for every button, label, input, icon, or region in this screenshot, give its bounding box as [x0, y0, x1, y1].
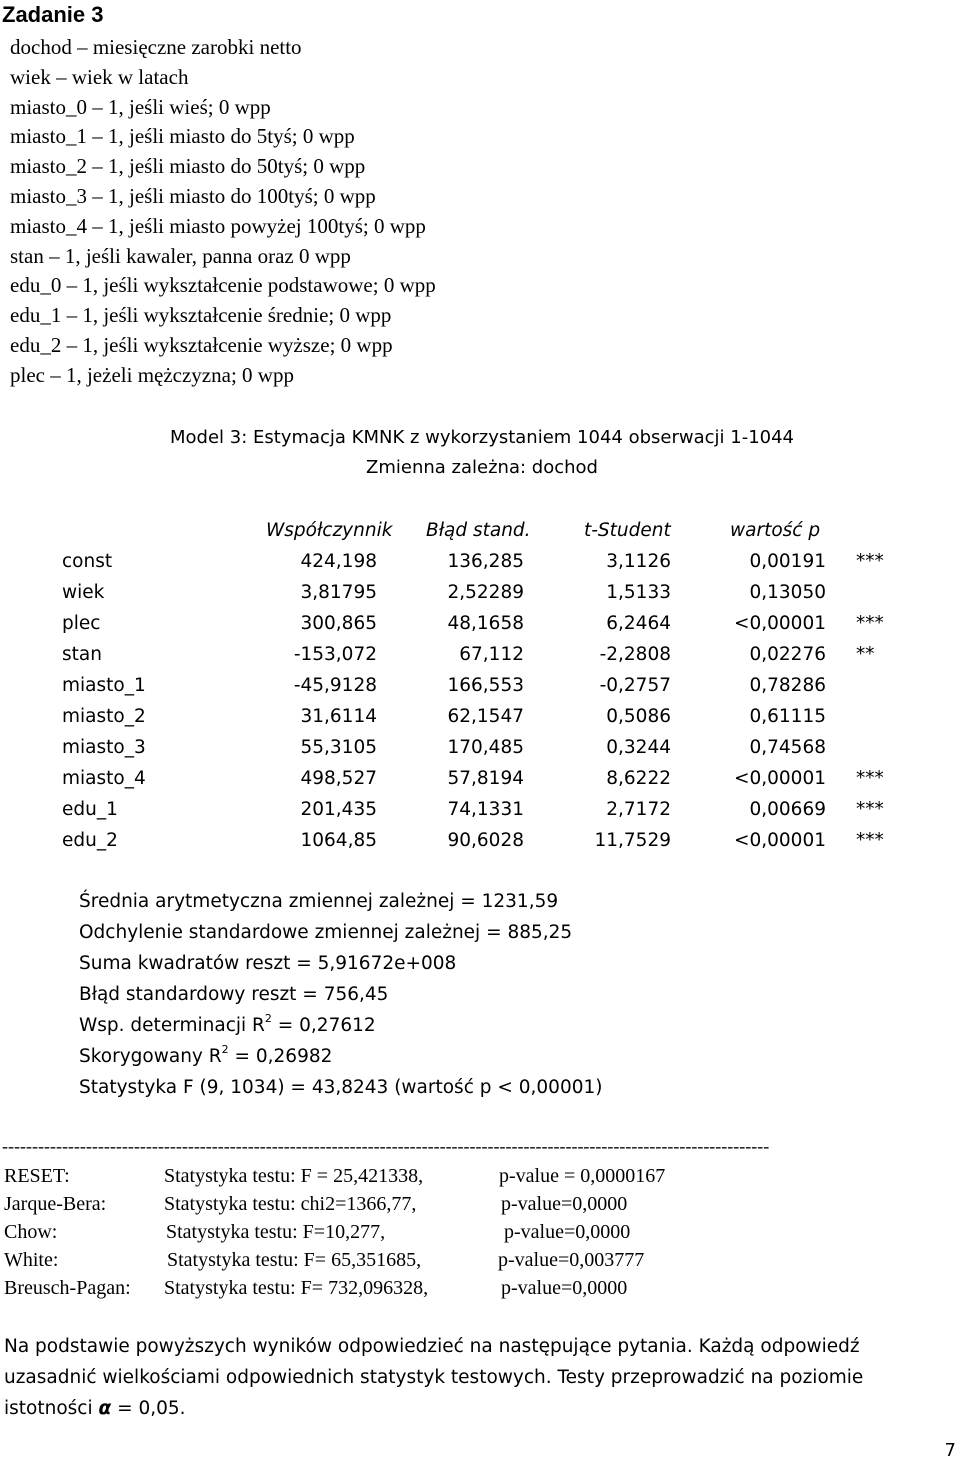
definition-line: stan – 1, jeśli kawaler, panna oraz 0 wpp — [10, 243, 351, 268]
header-t-student: t-Student — [584, 520, 671, 541]
stat-adj-r2-label: Skorygowany R — [79, 1046, 222, 1067]
table-row — [0, 825, 960, 856]
definition-line: miasto_1 – 1, jeśli miasto do 5tyś; 0 wpp — [10, 124, 355, 149]
std-error: 170,485 — [447, 737, 524, 758]
definition-line: miasto_3 – 1, jeśli miasto do 100tyś; 0 wpp — [10, 183, 376, 208]
definition-line: edu_2 – 1, jeśli wykształcenie wyższe; 0 wpp — [10, 332, 393, 357]
definition-line: miasto_2 – 1, jeśli miasto do 50tyś; 0 wpp — [10, 154, 366, 179]
p-value: <0,00001 — [733, 613, 826, 634]
diagnostic-tests — [4, 1162, 960, 1302]
variable-name: wiek — [62, 582, 105, 603]
table-body — [0, 546, 960, 856]
coefficient: 55,3105 — [300, 737, 377, 758]
page-title: Zadanie 3 — [2, 2, 104, 27]
instruction-line — [4, 1393, 958, 1424]
t-stat: 3,1126 — [606, 551, 671, 572]
coefficient: 3,81795 — [300, 582, 377, 603]
stat-f: Statystyka F (9, 1034) = 43,8243 (wartość p < 0,00001) — [79, 1077, 603, 1098]
coefficient: 1064,85 — [300, 830, 377, 851]
significance-value: = 0,05. — [111, 1398, 186, 1419]
std-error: 136,285 — [447, 551, 524, 572]
stat-mean: Średnia arytmetyczna zmiennej zależnej = 1231,59 — [79, 891, 559, 912]
header-std-error: Błąd stand. — [426, 520, 531, 541]
t-stat: 0,5086 — [606, 706, 671, 727]
table-row — [0, 546, 960, 577]
t-stat: 6,2464 — [606, 613, 671, 634]
table-row — [0, 577, 960, 608]
coefficient: 31,6114 — [300, 706, 377, 727]
test-p-value: p-value = 0,0000167 — [499, 1165, 666, 1187]
test-row — [4, 1246, 960, 1274]
p-value: 0,00191 — [749, 551, 826, 572]
t-stat: 2,7172 — [606, 799, 671, 820]
test-name: RESET: — [4, 1165, 70, 1187]
p-value: 0,13050 — [749, 582, 826, 603]
stat-adj-r2-value: = 0,26982 — [228, 1046, 333, 1067]
coefficient: 201,435 — [300, 799, 377, 820]
definition-line: edu_0 – 1, jeśli wykształcenie podstawowe; 0 wpp — [10, 273, 436, 298]
table-row — [0, 639, 960, 670]
stat-r2-label: Wsp. determinacji R — [79, 1015, 265, 1036]
significance-stars: *** — [856, 799, 884, 820]
test-statistic: Statystyka testu: F = 25,421338, — [164, 1165, 424, 1187]
variable-name: stan — [62, 644, 102, 665]
p-value: 0,00669 — [749, 799, 826, 820]
test-name: Breusch-Pagan: — [4, 1277, 131, 1299]
t-stat: -2,2808 — [599, 644, 671, 665]
std-error: 57,8194 — [447, 768, 524, 789]
instructions — [4, 1331, 958, 1424]
definition-line: plec – 1, jeżeli mężczyzna; 0 wpp — [10, 362, 294, 387]
t-stat: 0,3244 — [606, 737, 671, 758]
test-p-value: p-value=0,003777 — [498, 1249, 645, 1271]
coefficients-table — [0, 515, 960, 856]
variable-name: edu_1 — [62, 799, 118, 820]
instruction-line: uzasadnić wielkościami odpowiednich statystyk testowych. Testy przeprowadzić na poziomie — [4, 1367, 864, 1388]
test-statistic: Statystyka testu: F= 65,351685, — [167, 1249, 422, 1271]
variable-name: miasto_4 — [62, 768, 146, 789]
p-value: 0,02276 — [749, 644, 826, 665]
p-value: 0,74568 — [749, 737, 826, 758]
instruction-line: Na podstawie powyższych wyników odpowiedzieć na następujące pytania. Każdą odpowiedź — [4, 1336, 860, 1357]
variable-name: edu_2 — [62, 830, 118, 851]
dependent-variable: Zmienna zależna: dochod — [366, 457, 598, 478]
summary-statistics — [79, 886, 602, 1103]
p-value: 0,61115 — [749, 706, 826, 727]
alpha-symbol: α — [98, 1398, 112, 1419]
table-row — [0, 732, 960, 763]
table-row — [0, 608, 960, 639]
definition-line: dochod – miesięczne zarobki netto — [10, 35, 302, 59]
stat-se: Błąd standardowy reszt = 756,45 — [79, 984, 389, 1005]
test-statistic: Statystyka testu: F=10,277, — [166, 1221, 386, 1243]
coefficient: 424,198 — [300, 551, 377, 572]
test-row — [4, 1274, 960, 1302]
variable-name: miasto_1 — [62, 675, 146, 696]
table-row — [0, 794, 960, 825]
stat-r2 — [79, 1010, 602, 1041]
test-name: White: — [4, 1249, 59, 1271]
std-error: 74,1331 — [447, 799, 524, 820]
significance-stars: ** — [856, 644, 875, 665]
coefficient: 498,527 — [300, 768, 377, 789]
std-error: 166,553 — [447, 675, 524, 696]
test-row — [4, 1162, 960, 1190]
test-name: Chow: — [4, 1221, 58, 1243]
definition-line: edu_1 – 1, jeśli wykształcenie średnie; 0 wpp — [10, 303, 392, 328]
test-statistic: Statystyka testu: chi2=1366,77, — [164, 1193, 417, 1215]
std-error: 62,1547 — [447, 706, 524, 727]
table-header-row — [0, 515, 960, 546]
header-coefficient: Współczynnik — [266, 520, 393, 541]
p-value: 0,78286 — [749, 675, 826, 696]
test-p-value: p-value=0,0000 — [501, 1277, 628, 1299]
p-value: <0,00001 — [733, 768, 826, 789]
table-row — [0, 763, 960, 794]
test-p-value: p-value=0,0000 — [501, 1193, 628, 1215]
variable-name: miasto_2 — [62, 706, 146, 727]
separator-line: -------------------------------------------------------------------------------------------------------------------------------- — [2, 1136, 770, 1156]
variable-name: plec — [62, 613, 101, 634]
significance-stars: *** — [856, 830, 884, 851]
t-stat: 1,5133 — [606, 582, 671, 603]
p-value: <0,00001 — [733, 830, 826, 851]
stat-adj-r2-exponent: 2 — [221, 1043, 229, 1056]
stat-ssr: Suma kwadratów reszt = 5,91672e+008 — [79, 953, 457, 974]
definition-line: miasto_4 – 1, jeśli miasto powyżej 100tyś; 0 wpp — [10, 213, 426, 238]
significance-stars: *** — [856, 768, 884, 789]
test-p-value: p-value=0,0000 — [504, 1221, 631, 1243]
coefficient: -45,9128 — [293, 675, 377, 696]
model-title: Model 3: Estymacja KMNK z wykorzystaniem 1044 obserwacji 1-1044 — [170, 427, 794, 448]
std-error: 67,112 — [459, 644, 524, 665]
t-stat: 11,7529 — [594, 830, 671, 851]
stat-r2-value: = 0,27612 — [271, 1015, 376, 1036]
definition-line: wiek – wiek w latach — [10, 64, 189, 89]
test-statistic: Statystyka testu: F= 732,096328, — [164, 1277, 429, 1299]
t-stat: 8,6222 — [606, 768, 671, 789]
std-error: 48,1658 — [447, 613, 524, 634]
test-name: Jarque-Bera: — [4, 1193, 107, 1215]
significance-stars: *** — [856, 613, 884, 634]
coefficient: 300,865 — [300, 613, 377, 634]
table-row — [0, 670, 960, 701]
significance-label: istotności — [4, 1398, 99, 1419]
variable-name: miasto_3 — [62, 737, 146, 758]
table-row — [0, 701, 960, 732]
page-number: 7 — [944, 1440, 956, 1461]
std-error: 2,52289 — [447, 582, 524, 603]
significance-stars: *** — [856, 551, 884, 572]
std-error: 90,6028 — [447, 830, 524, 851]
stat-adj-r2 — [79, 1041, 602, 1072]
stat-r2-exponent: 2 — [264, 1012, 272, 1025]
test-row — [4, 1218, 960, 1246]
variable-name: const — [62, 551, 113, 572]
definition-line: miasto_0 – 1, jeśli wieś; 0 wpp — [10, 94, 271, 119]
coefficient: -153,072 — [293, 644, 377, 665]
variable-definitions — [10, 33, 436, 391]
test-row — [4, 1190, 960, 1218]
header-p-value: wartość p — [730, 520, 821, 541]
t-stat: -0,2757 — [599, 675, 671, 696]
stat-sd: Odchylenie standardowe zmiennej zależnej = 885,25 — [79, 922, 573, 943]
